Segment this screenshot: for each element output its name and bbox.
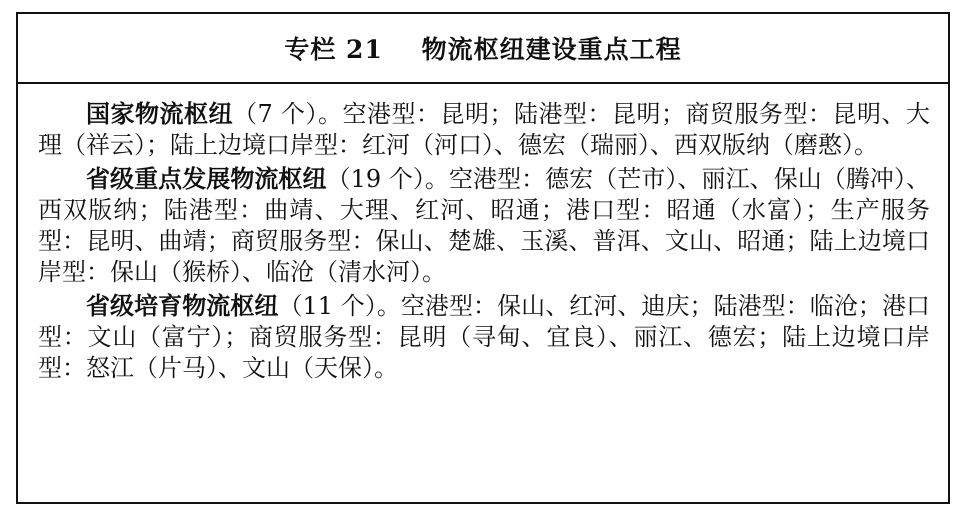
column-box [16, 12, 950, 504]
column-header [18, 14, 948, 84]
paragraph-provincial-key-hubs [38, 163, 930, 288]
paragraph-text: （11 个）。空港型：保山、红河、迪庆；陆港型：临沧；港口型：文山（富宁）；商贸服务型：昆明（寻甸、宜良）、丽江、德宏；陆上边境口岸型：怒江（片马）、文山（天保）。 [38, 292, 931, 382]
column-body [18, 84, 948, 384]
paragraph-provincial-cultivated-hubs [38, 290, 930, 384]
paragraph-text: （7 个）。空港型：昆明；陆港型：昆明；商贸服务型：昆明、大理（祥云）；陆上边境口岸型：红河（河口）、德宏（瑞丽）、西双版纳（磨憨）。 [38, 100, 931, 159]
paragraph-national-hubs [38, 98, 930, 161]
column-title: 专栏 21 物流枢纽建设重点工程 [284, 35, 682, 64]
paragraph-lead: 国家物流枢纽 [86, 99, 234, 128]
paragraph-lead: 省级重点发展物流枢纽 [86, 164, 327, 193]
paragraph-text: （19 个）。空港型：德宏（芒市）、丽江、保山（腾冲）、西双版纳；陆港型：曲靖、大理、红河、昭通；港口型：昭通（水富）；生产服务型：昆明、曲靖；商贸服务型：保山、楚雄、玉溪、普洱、文山、昭通；陆上边境口岸型：保山（猴桥）、临沧（清水河）。 [38, 165, 931, 286]
paragraph-lead: 省级培育物流枢纽 [86, 291, 279, 320]
